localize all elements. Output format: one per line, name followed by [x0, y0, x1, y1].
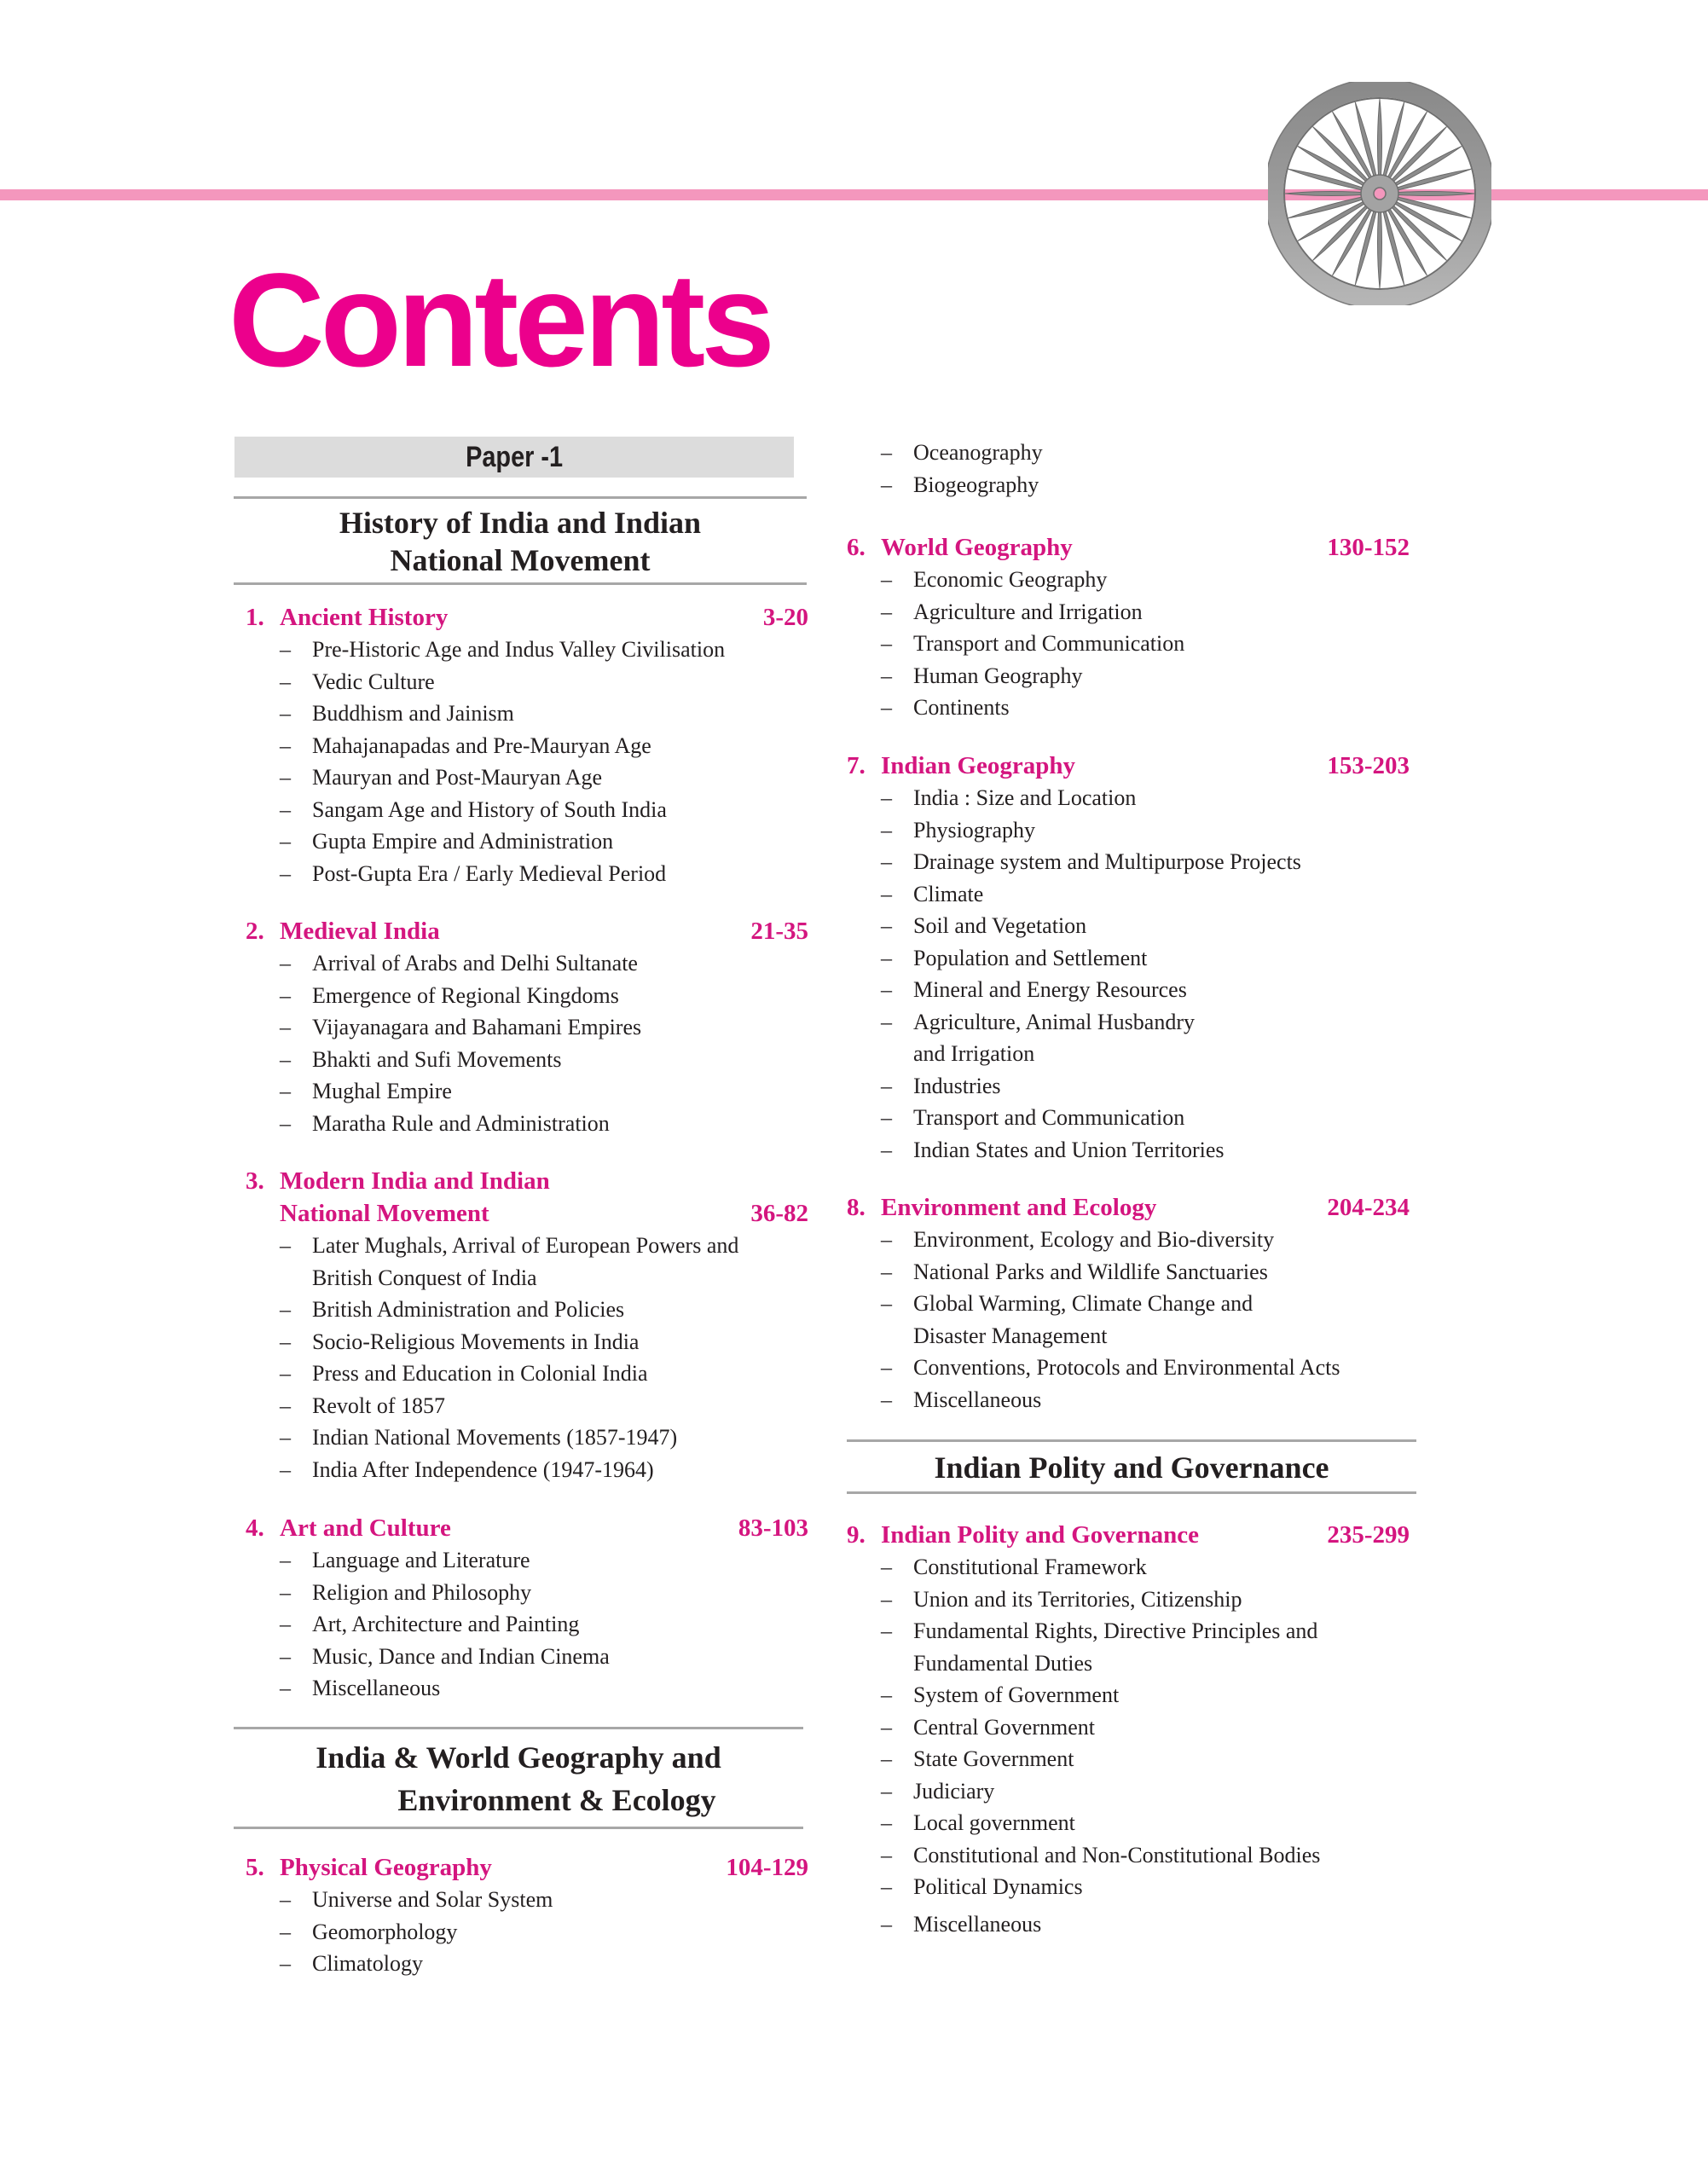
- chapter-title[interactable]: Indian Geography: [881, 752, 1076, 779]
- list-item: – Emergence of Regional Kingdoms: [280, 980, 808, 1012]
- list-item: – Biogeography: [881, 469, 1416, 501]
- list-item: – Miscellaneous: [881, 1908, 1410, 1941]
- list-item: – Environment, Ecology and Bio-diversity: [881, 1224, 1410, 1256]
- chapter-title[interactable]: Art and Culture: [280, 1514, 451, 1542]
- list-item: – Pre-Historic Age and Indus Valley Civilisation: [280, 634, 808, 666]
- list-item: – Industries: [881, 1070, 1410, 1103]
- list-item: – Buddhism and Jainism: [280, 698, 808, 730]
- list-item: – Central Government: [881, 1711, 1410, 1744]
- chapter-title[interactable]: Environment and Ecology: [881, 1194, 1157, 1221]
- list-item: – Gupta Empire and Administration: [280, 825, 808, 858]
- list-item: – Arrival of Arabs and Delhi Sultanate: [280, 947, 808, 980]
- list-item: – Sangam Age and History of South India: [280, 794, 808, 826]
- list-item: – Fundamental Rights, Directive Principles and Fundamental Duties: [881, 1615, 1410, 1679]
- list-item: – Oceanography: [881, 437, 1416, 469]
- chapter-pages: 153-203: [1327, 752, 1410, 779]
- chapter-pages: 204-234: [1327, 1194, 1410, 1221]
- list-item: – Political Dynamics: [881, 1871, 1410, 1903]
- chapter-2[interactable]: [246, 915, 808, 1139]
- chapter-number: 9.: [847, 1521, 866, 1549]
- section-heading-history: [234, 496, 807, 585]
- list-item: – Mahajanapadas and Pre-Mauryan Age: [280, 730, 808, 762]
- list-item: – Constitutional Framework: [881, 1551, 1410, 1584]
- section-heading-line: Indian Polity and Governance: [934, 1451, 1329, 1485]
- list-item: – Judiciary: [881, 1775, 1410, 1808]
- section-heading-polity: [847, 1439, 1416, 1494]
- list-item: – National Parks and Wildlife Sanctuaries: [881, 1256, 1410, 1288]
- list-item: – Soil and Vegetation: [881, 910, 1410, 942]
- chapter-pages: 130-152: [1327, 534, 1410, 561]
- chapter-8[interactable]: [847, 1191, 1410, 1416]
- chapter-number: 3.: [246, 1167, 264, 1195]
- chapter-number: 2.: [246, 918, 264, 945]
- page-title: Contents: [229, 246, 771, 395]
- chapter-title[interactable]: Modern India and Indian: [280, 1167, 550, 1195]
- list-item: – Agriculture and Irrigation: [881, 596, 1410, 628]
- list-item: – Global Warming, Climate Change and Disaster Management: [881, 1288, 1410, 1352]
- chapter-pages: 3-20: [762, 604, 808, 631]
- chapter-pages: 104-129: [726, 1854, 808, 1881]
- chapter-number: 1.: [246, 604, 264, 631]
- list-item: – Mauryan and Post-Mauryan Age: [280, 761, 808, 794]
- chapter-3[interactable]: [246, 1165, 808, 1485]
- list-item: – Maratha Rule and Administration: [280, 1108, 808, 1140]
- list-item: – Vedic Culture: [280, 666, 808, 698]
- list-item: – Bhakti and Sufi Movements: [280, 1044, 808, 1076]
- chapter-title[interactable]: Medieval India: [280, 918, 440, 945]
- chapter-4[interactable]: [246, 1512, 808, 1705]
- chapter-number: 5.: [246, 1854, 264, 1881]
- list-item: – Post-Gupta Era / Early Medieval Period: [280, 858, 808, 890]
- list-item: – Human Geography: [881, 660, 1410, 692]
- section-heading-line: History of India and Indian: [339, 506, 702, 540]
- chapter-number: 4.: [246, 1514, 264, 1542]
- chapter-title[interactable]: Indian Polity and Governance: [881, 1521, 1200, 1549]
- chapter-5-continued: [847, 437, 1416, 501]
- list-item: – Miscellaneous: [280, 1672, 808, 1705]
- list-item: – Indian States and Union Territories: [881, 1134, 1410, 1167]
- list-item: – Later Mughals, Arrival of European Powers and British Conquest of India: [280, 1230, 808, 1294]
- chapter-pages: 235-299: [1327, 1521, 1410, 1549]
- list-item: – Economic Geography: [881, 564, 1410, 596]
- chapter-title[interactable]: World Geography: [881, 534, 1073, 561]
- list-item: – Art, Architecture and Painting: [280, 1608, 808, 1641]
- chapter-pages: 83-103: [738, 1514, 808, 1542]
- list-item: – Mineral and Energy Resources: [881, 974, 1410, 1006]
- list-item: – Population and Settlement: [881, 942, 1410, 975]
- list-item: – Indian National Movements (1857-1947): [280, 1422, 808, 1454]
- list-item: – Physiography: [881, 814, 1410, 847]
- list-item: – Vijayanagara and Bahamani Empires: [280, 1011, 808, 1044]
- list-item: – Language and Literature: [280, 1544, 808, 1577]
- list-item: – Continents: [881, 692, 1410, 724]
- section-heading-line: National Movement: [390, 543, 651, 577]
- list-item: – Universe and Solar System: [280, 1884, 808, 1916]
- list-item: – System of Government: [881, 1679, 1410, 1711]
- list-item: – Agriculture, Animal Husbandry and Irrigation: [881, 1006, 1410, 1070]
- list-item: – Climatology: [280, 1948, 808, 1980]
- chapter-1[interactable]: [246, 601, 808, 889]
- chapter-9[interactable]: [847, 1519, 1410, 1940]
- list-item: – Miscellaneous: [881, 1384, 1410, 1416]
- paper-label: Paper -1: [465, 441, 564, 473]
- section-heading-line: India & World Geography and: [316, 1740, 721, 1775]
- list-item: – Drainage system and Multipurpose Projects: [881, 846, 1410, 878]
- list-item: – Climate: [881, 878, 1410, 911]
- list-item: – India After Independence (1947-1964): [280, 1454, 808, 1486]
- chapter-6[interactable]: [847, 531, 1410, 724]
- chapter-title[interactable]: National Movement: [280, 1200, 489, 1227]
- chapter-7[interactable]: [847, 750, 1410, 1166]
- list-item: – Local government: [881, 1807, 1410, 1839]
- paper-label-box: [234, 437, 794, 478]
- list-item: – Press and Education in Colonial India: [280, 1358, 808, 1390]
- list-item: – British Administration and Policies: [280, 1294, 808, 1326]
- list-item: – State Government: [881, 1743, 1410, 1775]
- list-item: – India : Size and Location: [881, 782, 1410, 814]
- list-item: – Geomorphology: [280, 1916, 808, 1948]
- list-item: – Transport and Communication: [881, 1102, 1410, 1134]
- chapter-title[interactable]: Physical Geography: [280, 1854, 492, 1881]
- list-item: – Mughal Empire: [280, 1075, 808, 1108]
- chapter-number: 6.: [847, 534, 866, 561]
- list-item: – Transport and Communication: [881, 628, 1410, 660]
- section-heading-geography: [234, 1727, 803, 1829]
- chapter-title[interactable]: Ancient History: [280, 604, 449, 631]
- chapter-5[interactable]: [246, 1851, 808, 1980]
- chapter-number: 8.: [847, 1194, 866, 1221]
- ashoka-chakra-icon: [1268, 82, 1491, 305]
- list-item: – Conventions, Protocols and Environmental Acts: [881, 1352, 1410, 1384]
- list-item: – Constitutional and Non-Constitutional Bodies: [881, 1839, 1410, 1872]
- chapter-pages: 21-35: [750, 918, 808, 945]
- list-item: – Revolt of 1857: [280, 1390, 808, 1422]
- chapter-number: 7.: [847, 752, 866, 779]
- list-item: – Music, Dance and Indian Cinema: [280, 1641, 808, 1673]
- section-heading-line: Environment & Ecology: [397, 1783, 716, 1817]
- chapter-pages: 36-82: [750, 1200, 808, 1227]
- list-item: – Socio-Religious Movements in India: [280, 1326, 808, 1358]
- list-item: – Union and its Territories, Citizenship: [881, 1584, 1410, 1616]
- list-item: – Religion and Philosophy: [280, 1577, 808, 1609]
